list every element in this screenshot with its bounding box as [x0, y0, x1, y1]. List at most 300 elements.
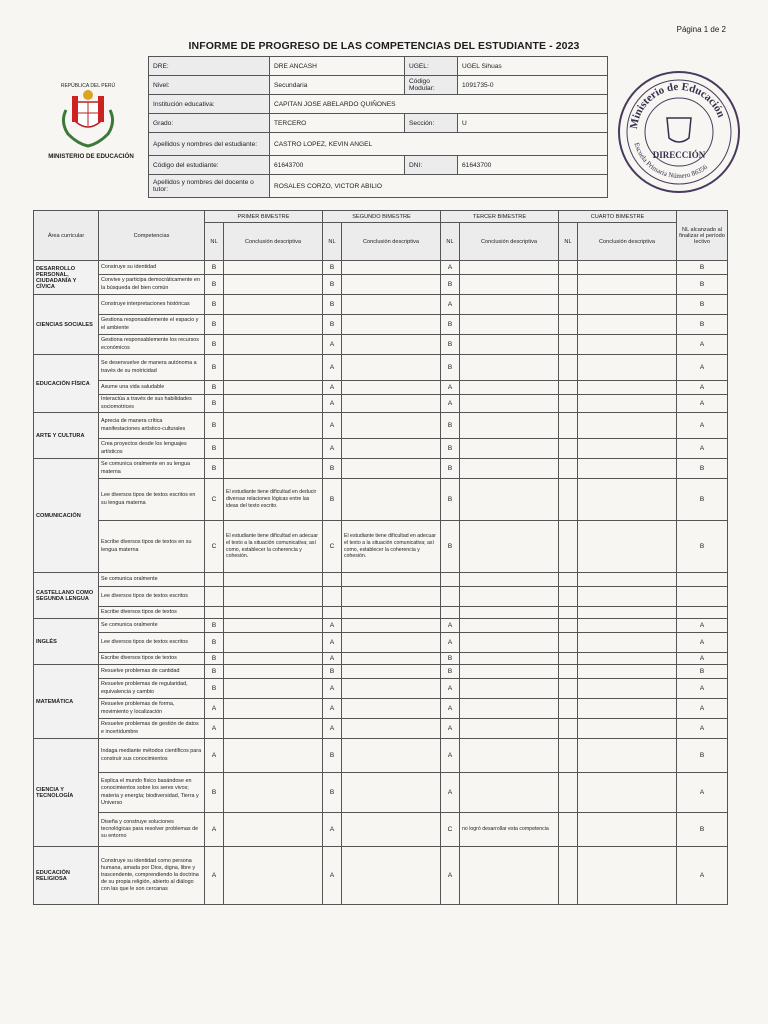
- final-nl-cell: A: [677, 699, 728, 719]
- nl-cell: [559, 395, 578, 413]
- nl-cell: A: [205, 699, 224, 719]
- final-nl-cell: [677, 587, 728, 607]
- nl-cell: [559, 413, 578, 439]
- description-cell: [460, 439, 559, 459]
- area-cell: ARTE Y CULTURA: [34, 413, 99, 459]
- table-row: [34, 459, 728, 479]
- description-cell: [578, 381, 677, 395]
- description-cell: [342, 813, 441, 847]
- nl-cell: A: [323, 413, 342, 439]
- description-cell: no logró desarrollar esta competencia: [460, 813, 559, 847]
- description-cell: [224, 773, 323, 813]
- table-row: [34, 679, 728, 699]
- final-nl-cell: B: [677, 261, 728, 275]
- nl-cell: [559, 607, 578, 619]
- description-cell: [224, 261, 323, 275]
- competency-cell: Escribe diversos tipos de textos: [99, 607, 205, 619]
- final-nl-cell: A: [677, 335, 728, 355]
- description-cell: [578, 699, 677, 719]
- area-cell: CIENCIA Y TECNOLOGÍA: [34, 739, 99, 847]
- stamp-inner-text: DIRECCIÓN: [652, 150, 706, 160]
- nl-cell: C: [205, 521, 224, 573]
- description-cell: [342, 381, 441, 395]
- official-stamp-icon: [615, 68, 743, 196]
- nl-cell: A: [323, 619, 342, 633]
- table-row: [34, 261, 728, 275]
- description-cell: [224, 813, 323, 847]
- table-row: [34, 295, 728, 315]
- competency-cell: Indaga mediante métodos científicos para construir sus conocimientos: [99, 739, 205, 773]
- description-cell: [460, 773, 559, 813]
- description-cell: [224, 619, 323, 633]
- description-cell: [578, 261, 677, 275]
- competency-cell: Lee diversos tipos de textos escritos: [99, 633, 205, 653]
- nl-cell: B: [205, 315, 224, 335]
- nl-cell: A: [323, 335, 342, 355]
- nl-cell: A: [323, 699, 342, 719]
- table-row: [34, 813, 728, 847]
- final-nl-cell: A: [677, 381, 728, 395]
- nl-cell: B: [441, 665, 460, 679]
- dni-value: 61643700: [458, 156, 608, 175]
- nl-cell: [559, 315, 578, 335]
- nl-cell: [323, 573, 342, 587]
- nl-cell: A: [205, 739, 224, 773]
- description-cell: [224, 739, 323, 773]
- description-cell: [342, 413, 441, 439]
- description-cell: [460, 413, 559, 439]
- student-name-label: Apellidos y nombres del estudiante:: [149, 133, 270, 156]
- competency-cell: Resuelve problemas de regularidad, equivalencia y cambio: [99, 679, 205, 699]
- seccion-label: Sección:: [405, 114, 458, 133]
- description-cell: [460, 619, 559, 633]
- desc-header: Conclusión descriptiva: [224, 223, 323, 261]
- nl-cell: B: [441, 439, 460, 459]
- description-cell: [578, 665, 677, 679]
- competency-cell: Gestiona responsablemente los recursos económicos: [99, 335, 205, 355]
- description-cell: [460, 459, 559, 479]
- description-cell: [342, 479, 441, 521]
- table-row: [34, 739, 728, 773]
- nl-cell: [559, 381, 578, 395]
- coat-of-arms-icon: [58, 82, 118, 152]
- description-cell: [224, 679, 323, 699]
- bimester-1-header: PRIMER BIMESTRE: [205, 211, 323, 223]
- ie-label: Institución educativa:: [149, 95, 270, 114]
- table-row: [34, 773, 728, 813]
- description-cell: [578, 587, 677, 607]
- student-name-value: CASTRO LOPEZ, KEVIN ANGEL: [270, 133, 608, 156]
- description-cell: [342, 459, 441, 479]
- nl-cell: [559, 773, 578, 813]
- nl-cell: [559, 335, 578, 355]
- final-nl-cell: [677, 607, 728, 619]
- nl-cell: [559, 459, 578, 479]
- description-cell: [342, 665, 441, 679]
- final-nl-cell: B: [677, 665, 728, 679]
- description-cell: [460, 521, 559, 573]
- table-row: [34, 335, 728, 355]
- nl-cell: [559, 573, 578, 587]
- final-nl-cell: A: [677, 719, 728, 739]
- nl-cell: B: [205, 439, 224, 459]
- competency-cell: Construye su identidad: [99, 261, 205, 275]
- nl-cell: A: [323, 679, 342, 699]
- description-cell: [578, 521, 677, 573]
- description-cell: [342, 587, 441, 607]
- description-cell: [224, 587, 323, 607]
- student-info-table: [148, 56, 608, 198]
- table-row: [34, 479, 728, 521]
- description-cell: [460, 275, 559, 295]
- description-cell: [342, 315, 441, 335]
- dre-label: DRE:: [149, 57, 270, 76]
- description-cell: [224, 699, 323, 719]
- description-cell: [342, 847, 441, 905]
- description-cell: [578, 847, 677, 905]
- final-nl-cell: B: [677, 275, 728, 295]
- description-cell: [224, 573, 323, 587]
- table-row: [34, 413, 728, 439]
- description-cell: [342, 739, 441, 773]
- stamp-bottom-text: Escuela Primaria Número 86356: [632, 141, 710, 181]
- nl-cell: [559, 699, 578, 719]
- nl-cell: [559, 261, 578, 275]
- ugel-label: UGEL:: [405, 57, 458, 76]
- final-nl-cell: A: [677, 653, 728, 665]
- republic-label: REPÚBLICA DEL PERÚ: [60, 83, 116, 89]
- teacher-label: Apellidos y nombres del docente o tutor:: [149, 175, 270, 198]
- description-cell: [224, 459, 323, 479]
- nl-cell: [441, 607, 460, 619]
- description-cell: El estudiante tiene dificultad en deducir diversas relaciones lógicas entre las ideas del texto escrito.: [224, 479, 323, 521]
- description-cell: [224, 355, 323, 381]
- nl-cell: B: [323, 275, 342, 295]
- nl-cell: B: [441, 479, 460, 521]
- competency-cell: Se comunica oralmente en su lengua materna: [99, 459, 205, 479]
- nl-cell: A: [441, 699, 460, 719]
- description-cell: [342, 607, 441, 619]
- area-header: Área curricular: [34, 211, 99, 261]
- description-cell: [460, 395, 559, 413]
- description-cell: [460, 587, 559, 607]
- table-row: [34, 607, 728, 619]
- table-row: [34, 847, 728, 905]
- area-cell: EDUCACIÓN RELIGIOSA: [34, 847, 99, 905]
- nl-cell: A: [323, 395, 342, 413]
- description-cell: El estudiante tiene dificultad en adecuar el texto a la situación comunicativa; así como, establecer la coherencia y cohesión.: [342, 521, 441, 573]
- teacher-value: ROSALES CORZO, VICTOR ABILIO: [270, 175, 608, 198]
- description-cell: [578, 479, 677, 521]
- nl-cell: B: [205, 395, 224, 413]
- nl-header: NL: [441, 223, 460, 261]
- description-cell: [224, 847, 323, 905]
- area-cell: EDUCACIÓN FÍSICA: [34, 355, 99, 413]
- description-cell: [342, 439, 441, 459]
- nl-cell: [559, 813, 578, 847]
- description-cell: [342, 679, 441, 699]
- nl-cell: B: [441, 315, 460, 335]
- description-cell: [342, 275, 441, 295]
- area-cell: INGLÉS: [34, 619, 99, 665]
- dni-label: DNI:: [405, 156, 458, 175]
- nl-cell: B: [323, 479, 342, 521]
- nl-cell: B: [441, 459, 460, 479]
- description-cell: El estudiante tiene dificultad en adecuar el texto a la situación comunicativa; así como, establecer la coherencia y cohesión.: [224, 521, 323, 573]
- competency-cell: Lee diversos tipos de textos escritos: [99, 587, 205, 607]
- nl-cell: B: [205, 261, 224, 275]
- nl-cell: B: [323, 295, 342, 315]
- grado-label: Grado:: [149, 114, 270, 133]
- description-cell: [342, 773, 441, 813]
- final-nl-cell: [677, 573, 728, 587]
- description-cell: [224, 633, 323, 653]
- competency-cell: Escribe diversos tipos de textos: [99, 653, 205, 665]
- table-row: [34, 587, 728, 607]
- description-cell: [578, 773, 677, 813]
- nl-cell: A: [323, 633, 342, 653]
- nl-cell: [559, 679, 578, 699]
- competency-cell: Se comunica oralmente: [99, 573, 205, 587]
- competency-cell: Crea proyectos desde los lenguajes artísticos: [99, 439, 205, 459]
- description-cell: [578, 335, 677, 355]
- final-nl-cell: A: [677, 355, 728, 381]
- description-cell: [578, 739, 677, 773]
- nl-cell: [441, 573, 460, 587]
- final-nl-cell: B: [677, 813, 728, 847]
- table-row: [34, 633, 728, 653]
- description-cell: [578, 413, 677, 439]
- nl-cell: B: [205, 665, 224, 679]
- ugel-value: UGEL Sihuas: [458, 57, 608, 76]
- description-cell: [460, 355, 559, 381]
- table-row: [34, 315, 728, 335]
- description-cell: [578, 813, 677, 847]
- nl-cell: [205, 607, 224, 619]
- bimester-3-header: TERCER BIMESTRE: [441, 211, 559, 223]
- nl-cell: B: [323, 739, 342, 773]
- nl-cell: [559, 847, 578, 905]
- competency-cell: Asume una vida saludable: [99, 381, 205, 395]
- competency-cell: Lee diversos tipos de textos escritos en su lengua materna: [99, 479, 205, 521]
- nl-cell: B: [205, 459, 224, 479]
- final-nl-cell: A: [677, 773, 728, 813]
- table-row: [34, 699, 728, 719]
- description-cell: [342, 719, 441, 739]
- description-cell: [460, 739, 559, 773]
- ministry-label: MINISTERIO DE EDUCACIÓN: [48, 153, 134, 160]
- nl-cell: B: [205, 679, 224, 699]
- competency-cell: Escribe diversos tipos de textos en su lengua materna: [99, 521, 205, 573]
- nl-cell: B: [205, 413, 224, 439]
- codmod-value: 1091735-0: [458, 76, 608, 95]
- table-row: [34, 439, 728, 459]
- nl-cell: A: [441, 633, 460, 653]
- nl-cell: [559, 355, 578, 381]
- description-cell: [460, 665, 559, 679]
- description-cell: [460, 335, 559, 355]
- competencies-table: [33, 210, 728, 905]
- description-cell: [578, 679, 677, 699]
- nl-cell: [205, 573, 224, 587]
- description-cell: [460, 699, 559, 719]
- nl-cell: A: [323, 653, 342, 665]
- bimester-2-header: SEGUNDO BIMESTRE: [323, 211, 441, 223]
- description-cell: [224, 381, 323, 395]
- nl-cell: A: [205, 813, 224, 847]
- description-cell: [578, 653, 677, 665]
- description-cell: [224, 607, 323, 619]
- nl-cell: A: [441, 679, 460, 699]
- description-cell: [460, 573, 559, 587]
- nl-cell: A: [205, 719, 224, 739]
- report-title: INFORME DE PROGRESO DE LAS COMPETENCIAS DEL ESTUDIANTE - 2023: [188, 40, 580, 52]
- nl-cell: [559, 275, 578, 295]
- page-number: Página 1 de 2: [676, 25, 726, 34]
- description-cell: [224, 719, 323, 739]
- description-cell: [224, 665, 323, 679]
- nl-cell: C: [205, 479, 224, 521]
- description-cell: [578, 355, 677, 381]
- nl-cell: B: [323, 773, 342, 813]
- description-cell: [224, 335, 323, 355]
- final-nl-cell: A: [677, 619, 728, 633]
- table-row: [34, 381, 728, 395]
- nl-cell: B: [205, 773, 224, 813]
- table-row: [34, 275, 728, 295]
- description-cell: [460, 653, 559, 665]
- description-cell: [224, 275, 323, 295]
- nivel-value: Secundaria: [270, 76, 405, 95]
- table-row: [34, 665, 728, 679]
- grado-value: TERCERO: [270, 114, 405, 133]
- nl-cell: [559, 521, 578, 573]
- description-cell: [342, 653, 441, 665]
- area-cell: COMUNICACIÓN: [34, 459, 99, 573]
- description-cell: [578, 619, 677, 633]
- nl-cell: [559, 439, 578, 459]
- nl-cell: B: [441, 521, 460, 573]
- nl-cell: A: [441, 395, 460, 413]
- desc-header: Conclusión descriptiva: [460, 223, 559, 261]
- nl-cell: A: [441, 739, 460, 773]
- table-row: [34, 719, 728, 739]
- description-cell: [224, 295, 323, 315]
- desc-header: Conclusión descriptiva: [342, 223, 441, 261]
- nl-cell: B: [441, 413, 460, 439]
- table-row: [34, 521, 728, 573]
- area-cell: MATEMÁTICA: [34, 665, 99, 739]
- nl-cell: B: [205, 275, 224, 295]
- description-cell: [578, 719, 677, 739]
- competency-cell: Se comunica oralmente: [99, 619, 205, 633]
- nl-cell: [323, 607, 342, 619]
- description-cell: [578, 439, 677, 459]
- table-row: [34, 395, 728, 413]
- description-cell: [460, 479, 559, 521]
- description-cell: [224, 439, 323, 459]
- description-cell: [460, 679, 559, 699]
- description-cell: [342, 335, 441, 355]
- competency-cell: Construye su identidad como persona humana, amada por Dios, digna, libre y trascendente, comprendiendo la doctrina de su propia religión, abierto al diálogo con las que le son cercanas: [99, 847, 205, 905]
- nl-cell: B: [323, 315, 342, 335]
- nl-cell: B: [441, 355, 460, 381]
- nl-cell: [441, 587, 460, 607]
- nl-cell: B: [323, 665, 342, 679]
- description-cell: [460, 633, 559, 653]
- nl-cell: B: [441, 275, 460, 295]
- nl-cell: A: [323, 813, 342, 847]
- competency-cell: Convive y participa democráticamente en la búsqueda del bien común: [99, 275, 205, 295]
- nl-cell: B: [323, 261, 342, 275]
- nl-cell: A: [323, 355, 342, 381]
- final-nl-cell: B: [677, 315, 728, 335]
- description-cell: [578, 573, 677, 587]
- description-cell: [460, 607, 559, 619]
- nl-cell: B: [323, 459, 342, 479]
- nl-header: NL: [559, 223, 578, 261]
- nl-cell: A: [441, 719, 460, 739]
- competency-cell: Resuelve problemas de forma, movimiento y localización: [99, 699, 205, 719]
- final-nl-cell: A: [677, 633, 728, 653]
- description-cell: [578, 295, 677, 315]
- nl-cell: A: [441, 261, 460, 275]
- final-nl-cell: A: [677, 439, 728, 459]
- student-code-label: Código del estudiante:: [149, 156, 270, 175]
- area-cell: DESARROLLO PERSONAL, CIUDADANÍA Y CÍVICA: [34, 261, 99, 295]
- stamp-outer-text: Ministerio de Educación: [627, 80, 728, 130]
- description-cell: [578, 395, 677, 413]
- final-nl-cell: A: [677, 847, 728, 905]
- table-row: [34, 355, 728, 381]
- bimester-4-header: CUARTO BIMESTRE: [559, 211, 677, 223]
- nl-cell: B: [441, 335, 460, 355]
- final-nl-cell: B: [677, 739, 728, 773]
- nl-cell: B: [205, 295, 224, 315]
- nl-cell: [559, 619, 578, 633]
- description-cell: [460, 315, 559, 335]
- final-nl-header: NL alcanzado al finalizar el período lectivo: [677, 211, 728, 261]
- description-cell: [460, 381, 559, 395]
- table-row: [34, 619, 728, 633]
- nl-cell: A: [441, 381, 460, 395]
- nl-cell: C: [323, 521, 342, 573]
- competency-cell: Resuelve problemas de gestión de datos e incertidumbre: [99, 719, 205, 739]
- nl-cell: [559, 587, 578, 607]
- table-row: [34, 653, 728, 665]
- nl-cell: B: [205, 355, 224, 381]
- description-cell: [460, 295, 559, 315]
- final-nl-cell: A: [677, 395, 728, 413]
- nl-cell: [559, 295, 578, 315]
- nl-cell: A: [323, 847, 342, 905]
- ie-value: CAPITAN JOSE ABELARDO QUIÑONES: [270, 95, 608, 114]
- nl-cell: A: [441, 619, 460, 633]
- description-cell: [578, 633, 677, 653]
- area-cell: CIENCIAS SOCIALES: [34, 295, 99, 355]
- final-nl-cell: A: [677, 413, 728, 439]
- description-cell: [342, 261, 441, 275]
- final-nl-cell: A: [677, 679, 728, 699]
- nl-header: NL: [205, 223, 224, 261]
- nl-cell: [559, 653, 578, 665]
- nl-cell: [559, 479, 578, 521]
- nl-cell: A: [323, 439, 342, 459]
- description-cell: [224, 413, 323, 439]
- table-row: [34, 573, 728, 587]
- description-cell: [342, 395, 441, 413]
- competency-cell: Interactúa a través de sus habilidades sociomotrices: [99, 395, 205, 413]
